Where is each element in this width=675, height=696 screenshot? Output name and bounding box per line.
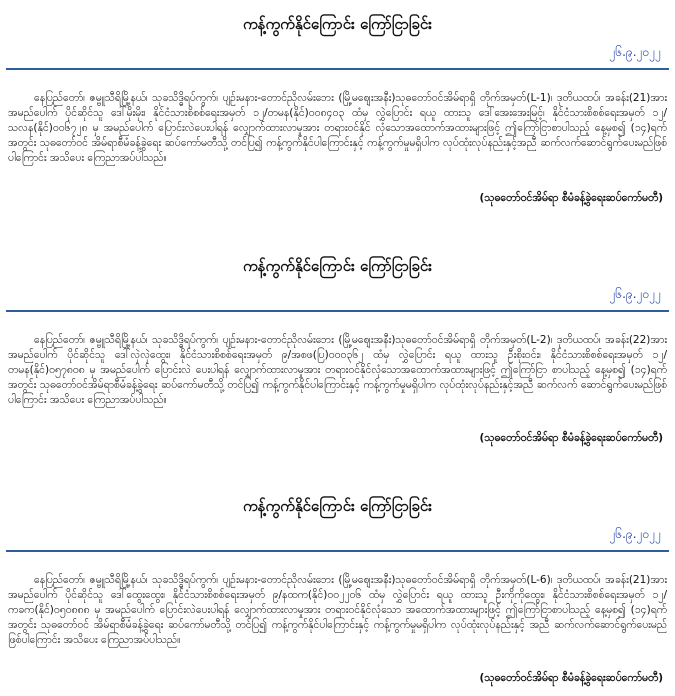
notice-body: နေပြည်တော်၊ ဇမ္ဗူသီရိမြို့နယ်၊ သုခသိဒ္ဓိရပ်ကွက်၊ ပျဉ်းမနား-တောင်ညိုလမ်းဘေး (မြို့မဈေးအနီး)သုဓတော်ဝင်အိမ်ရာရှိ တိုက်အမှတ်(L-2)၊ ဒုတိယထပ်၊ အခန်း(22)အား အမည်ပေါက် ပိုင်ဆိုင်သူ ဒေါ်လှဲလှဲထွေး၊ နိုင်ငံသားစိစစ်ရေးအမှတ် ၉/အစဖ(ပြ)၀၀၀၃၆၂ ထံမှ လွှဲပြောင်း ရယူ ထားသူ ဦးစိုးဝင်း၊ နိုင်ငံသားစိစစ်ရေးအမှတ် ၁၂/တမန(နိုင်)၀၅၇၈၀၈ မှ အမည်ပေါက် ပြောင်းလဲ ပေးပါရန် လျှောက်ထားလာမှုအား တရားဝင်နိုင်လုံသောအထောက်အထားများဖြင့် ဤကြော်ငြာ စာပါသည့် နေ့မှစ၍ (၁၄)ရက်အတွင်း သုဓတော်ဝင်အိမ်ရာစီမံခန့်ခွဲရေး ဆပ်ကော်မတီသို့ တင်ပြ၍ ကန့်ကွက်နိုင်ပါကြောင်းနှင့် ကန့်ကွက်မှုမရှိပါက လုပ်ထုံးလုပ်နည်းနှင့်အညီ ဆက်လက် ဆောင်ရွက်ပေးမည်ဖြစ်ပါကြောင်း အသိပေး ကြေညာအပ်ပါသည်။: [8, 333, 667, 407]
notice-date: ၂၆.၉.၂၀၂၂: [609, 287, 661, 301]
notice-body: နေပြည်တော်၊ ဇမ္ဗူသီရိမြို့နယ်၊ သုခသိဒ္ဓိရပ်ကွက်၊ ပျဉ်းမနား-တောင်ညိုလမ်းဘေး (မြို့မဈေးအနီး)သုဓတော်ဝင်အိမ်ရာရှိ တိုက်အမှတ်(L-1)၊ ဒုတိယထပ်၊ အခန်း(21)အား အမည်ပေါက် ပိုင်ဆိုင်သူ ဒေါ်မိုးမိုး၊ နိုင်ငံသားစိစစ်ရေးအမှတ် ၁၂/တမန(နိုင်)၀၀၈၄၀၃ ထံမှ လွှဲပြောင်း ရယူ ထားသူ ဒေါ်အေးအေးမြင့်၊ နိုင်ငံသားစိစစ်ရေးအမှတ် ၁၂/သလန(နိုင်)၀၀၆၇၂၈ မှ အမည်ပေါက် ပြောင်းလဲပေးပါရန် လျှောက်ထားလာမှုအား တရားဝင်နိုင် လုံသောအထောက်အထားများဖြင့် ဤကြော်ငြာစာပါသည့် နေ့မှစ၍ (၁၄)ရက်အတွင်း သုဓတော်ဝင် အိမ်ရာစီမံခန့်ခွဲရေး ဆပ်ကော်မတီသို့ တင်ပြ၍ ကန့်ကွက်နိုင်ပါကြောင်းနှင့် ကန့်ကွက်မှုမရှိပါက လုပ်ထုံးလုပ်နည်းနှင့်အညီ ဆက်လက်ဆောင်ရွက်ပေးမည်ဖြစ်ပါကြောင်း အသိပေး ကြေညာအပ်ပါသည်။: [8, 91, 667, 165]
notice-signature: (သုဓတော်ဝင်အိမ်ရာ စီမံခန့်ခွဲရေးဆပ်ကော်မတီ): [479, 192, 663, 204]
divider-rule: [6, 310, 669, 312]
notice-date: ၂၆.၉.၂၀၂၂: [609, 45, 661, 59]
notice-2: [0, 242, 675, 444]
notice-1: [0, 0, 675, 204]
divider-rule: [6, 68, 669, 70]
notice-signature: (သုဓတော်ဝင်အိမ်ရာ စီမံခန့်ခွဲရေးဆပ်ကော်မတီ): [479, 672, 663, 684]
notice-body: နေပြည်တော်၊ ဇမ္ဗူသီရိမြို့နယ်၊ သုခသိဒ္ဓိရပ်ကွက်၊ ပျဉ်းမနား-တောင်ညိုလမ်းဘေး (မြို့မဈေးအနီး)သုဓတော်ဝင်အိမ်ရာရှိ တိုက်အမှတ်(L-6)၊ ဒုတိယထပ်၊ အခန်း(21)အား အမည်ပေါက် ပိုင်ဆိုင်သူ ဒေါ်ထွေးထွေး၊ နိုင်ငံသားစိစစ်ရေးအမှတ် ၉/နထက(နိုင်)၀၀၂၂၀၆ ထံမှ လွှဲပြောင်း ရယူ ထားသူ ဦးကိုကိုထွေး၊ နိုင်ငံသားစိစစ်ရေးအမှတ် ၁၂/ကခက(နိုင်)၀၅၀၈၈၈ မှ အမည်ပေါက် ပြောင်းလဲပေးပါရန် လျှောက်ထားလာမှုအား တရားဝင်နိုင်လုံသော အထောက်အထားများဖြင့် ဤကြော်ငြာစာပါသည့် နေ့မှစ၍ (၁၄)ရက်အတွင်း သုဓတော်ဝင် အိမ်ရာစီမံခန့်ခွဲရေး ဆပ်ကော်မတီသို့ တင်ပြ၍ ကန့်ကွက်နိုင်ပါကြောင်းနှင့် ကန့်ကွက်မှုမရှိပါက လုပ်ထုံးလုပ်နည်းနှင့် အညီ ဆက်လက်ဆောင်ရွက်ပေးမည်ဖြစ်ပါကြောင်း အသိပေး ကြေညာအပ်ပါသည်။: [8, 573, 667, 647]
notice-signature: (သုဓတော်ဝင်အိမ်ရာ စီမံခန့်ခွဲရေးဆပ်ကော်မတီ): [479, 432, 663, 444]
notice-date: ၂၆.၉.၂၀၂၂: [609, 527, 661, 541]
notice-title: ကန့်ကွက်နိုင်ကြောင်း ကြော်ငြာခြင်း: [243, 257, 432, 275]
notice-title: ကန့်ကွက်နိုင်ကြောင်း ကြော်ငြာခြင်း: [243, 497, 432, 515]
notice-title: ကန့်ကွက်နိုင်ကြောင်း ကြော်ငြာခြင်း: [243, 15, 432, 33]
divider-rule: [6, 550, 669, 552]
notice-3: [0, 482, 675, 684]
